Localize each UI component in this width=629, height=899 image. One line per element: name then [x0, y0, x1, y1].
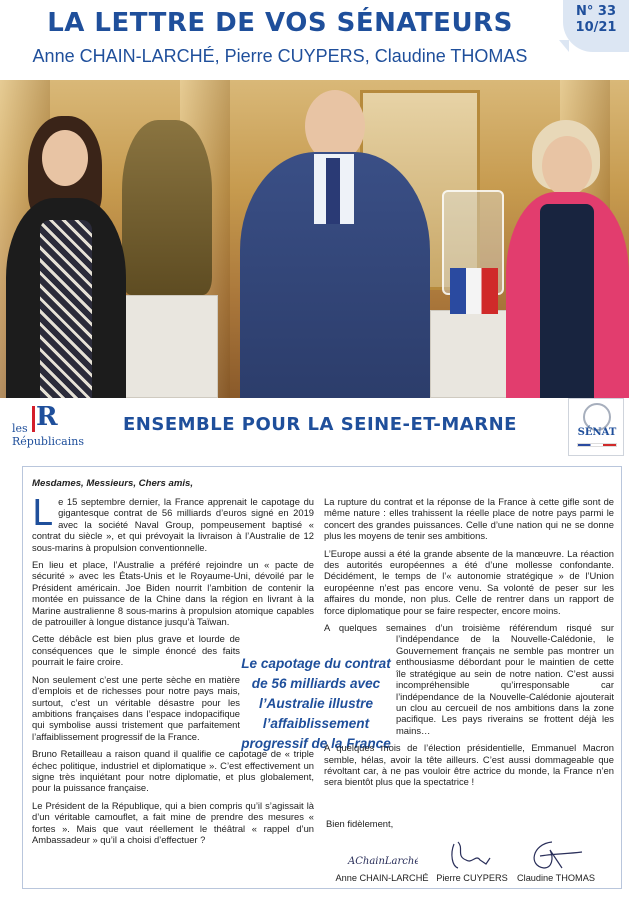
signature-scribble: [522, 838, 586, 872]
issue-date: 10/21: [575, 20, 617, 35]
masthead: [0, 0, 629, 80]
floral-dress: [40, 220, 92, 398]
column-right: [324, 496, 614, 794]
signature-anne-chain-larche: [346, 838, 418, 872]
signatory-name: Anne CHAIN-LARCHÉ: [335, 873, 429, 883]
senat-logo: [568, 398, 624, 456]
issue-badge: [563, 0, 629, 52]
issue-number: N° 33: [576, 4, 616, 19]
subtitle-sep-1: , Pierre: [214, 46, 278, 66]
signature-scribble: [346, 838, 418, 872]
subtitle-prefix-1: Anne: [32, 46, 80, 66]
pull-quote: Le capotage du contrat de 56 milliards avec l’Australie illustre l’affaiblissement progressif de la France: [241, 656, 391, 751]
party-name: [6, 422, 86, 448]
paragraph: Bruno Retailleau a raison quand il qualifie ce capotage de « triple échec politique, industriel et diplomatique ». C’est effectivement un signe très inquiétant pour notre diplomatie, et plus globalement, pour la puissance française.: [32, 748, 314, 794]
person-face: [542, 136, 592, 196]
person-face: [42, 130, 88, 186]
paragraph: A quelques mois de l’élection présidentielle, Emmanuel Macron semble, hélas, avoir la tête ailleurs. C’est aussi dommageable que révoltant car, à ne pas vouloir être actrice du monde, la France n’en sera bientôt plus que la spectatrice !: [324, 742, 614, 788]
signatory-name: Pierre CUYPERS: [436, 873, 508, 883]
paragraph: Le Président de la République, qui a bien compris qu’il s’agissait là d’un véritable camouflet, a fait mine de prendre des mesures « fortes ». Mais que vaut réellement le théâtral « rappel d’un Ambassadeur » qu’il a choisi d’effectuer ?: [32, 799, 314, 845]
subtitle-sep-2: , Claudine: [364, 46, 451, 66]
signatory-name: Claudine THOMAS: [517, 873, 595, 883]
paragraph: En lieu et place, l’Australie a préféré rejoindre un « pacte de sécurité » avec les États-Unis et le Royaume-Uni, dévoilé par le Président américain. Joe Biden nourrit l’ambition de contenir la montée en puissance de la Chine dans la région en livrant à la Marine australienne 8 sous-marins à propulsion atomique capables de patrouiller à longue distance jusqu’à Taïwan.: [32, 559, 314, 628]
senator-name-2: CUYPERS: [277, 46, 365, 66]
paragraph: La rupture du contrat et la réponse de la France à cette gifle sont de même nature : elles trahissent la réelle place de notre pays parmi le concert des grandes puissances. Celle d’une nation qui ne se donne plus les moyens de tenir ses ambitions.: [324, 496, 614, 542]
senators-line: [0, 46, 560, 67]
signature-claudine-thomas: [522, 838, 586, 872]
senator-name-3: THOMAS: [450, 46, 528, 66]
paragraph: [32, 493, 314, 553]
salutation: Mesdames, Messieurs, Chers amis,: [32, 478, 194, 489]
party-line-1: les: [12, 422, 28, 435]
paragraph: Non seulement c’est une perte sèche en matière d’emplois et de richesses pour notre pays mais, surtout, c’est un véritable désastre pour les ambitions françaises dans l’espace indopacifique qui symbolise aussi tristement que parfaitement l’affaiblissement progressif de la France.: [32, 673, 240, 742]
paragraph: A quelques semaines d’un troisième référendum risqué sur l’indépendance de la Nouvelle-Calédonie, le Gouvernement français ne semble pas montrer un enthousiasme débordant pour le maintien de cette île stratégique au sein de notre nation. C’est aussi incompréhensible qu’irresponsable car l’indépendance de la Nouvelle-Calédonie ajouterait un clou au cercueil de nos ambitions dans la zone pacifique. Les pays riverains se frottent déjà les mains…: [324, 622, 614, 736]
drop-cap: L: [32, 493, 53, 534]
marianne-bust: [122, 120, 212, 295]
logo-r-mark: R: [36, 402, 58, 432]
tie: [326, 158, 340, 224]
senator-name-1: CHAIN-LARCHÉ: [79, 46, 215, 66]
section-banner: ENSEMBLE POUR LA SEINE-ET-MARNE: [123, 414, 517, 435]
page-title: LA LETTRE DE VOS SÉNATEURS: [47, 8, 513, 38]
paragraph-text: e 15 septembre dernier, la France apprenait le capotage du gigantesque contrat de 56 milliards d’euros signé en 2019 avec la société Naval Group, pompeusement baptisé « contrat du siècle », et qui prévoyait la livraison à l’Australie de 12 sous-marins à propulsion conventionnelle.: [32, 496, 314, 553]
senat-wordmark: SÉNAT: [577, 427, 617, 438]
tricolor-box: [450, 268, 498, 314]
paragraph: Cette débâcle est bien plus grave et lourde de conséquences que le simple énoncé des faits pourrait le faire croire.: [32, 633, 240, 668]
senators-photo: [0, 80, 629, 398]
signature-pierre-cuypers: [446, 838, 498, 872]
issue-badge-tail: [559, 40, 569, 52]
sign-off: Bien fidèlement,: [326, 818, 394, 829]
signature-scribble: [446, 838, 498, 872]
tricolor-stripe: [577, 443, 617, 447]
signature-1-text: AChainLarché: [348, 856, 418, 867]
navy-dress: [540, 204, 594, 398]
les-republicains-logo: [6, 400, 86, 455]
party-line-2: Républicains: [12, 435, 84, 448]
paragraph: L’Europe aussi a été la grande absente de la manœuvre. La réaction des autorités européennes a été d’une mollesse confondante. Décidément, le temps de l’« autonomie stratégique » de l’Union européenne n’est pas encore venu. Sa volonté de peser sur les affaires du monde, non plus. Celle de rentrer dans un rapport de force diplomatique pour se faire respecter, encore moins.: [324, 547, 614, 616]
